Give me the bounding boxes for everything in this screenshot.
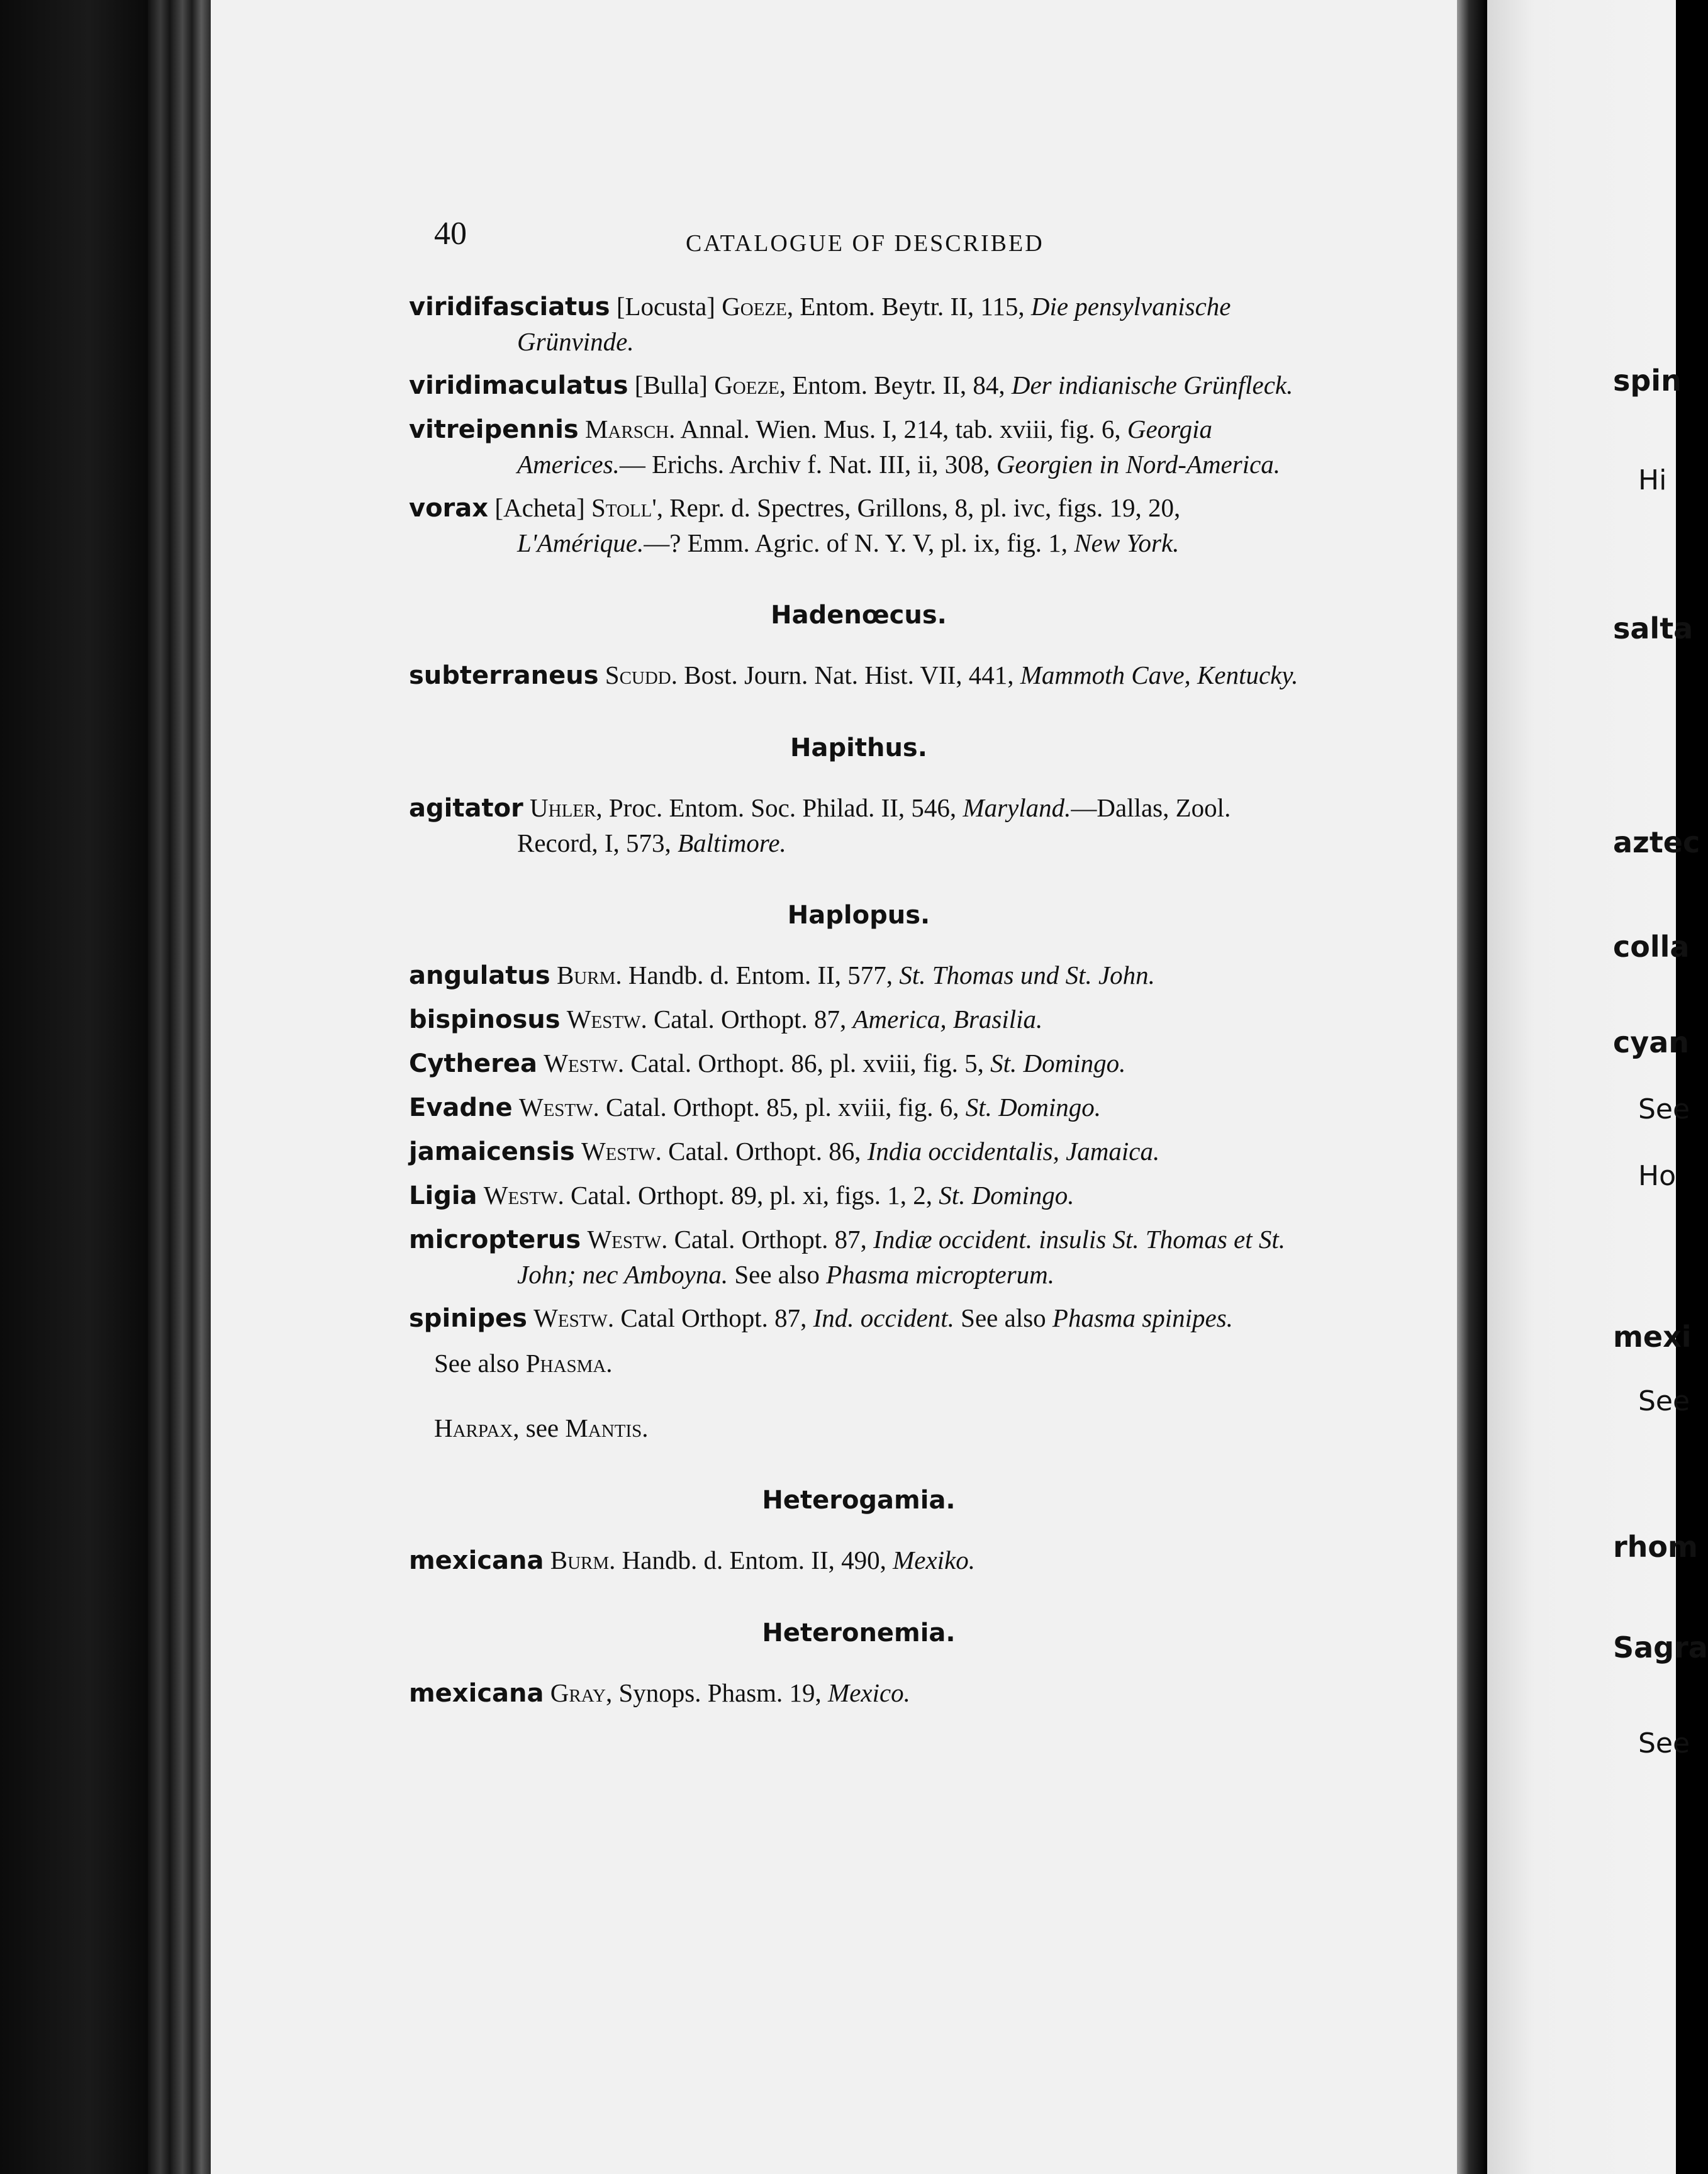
running-head: CATALOGUE OF DESCRIBED [686, 230, 1044, 257]
species-name: Cytherea [409, 1049, 538, 1078]
reference-text: , Entom. Beytr. II, 115, [786, 292, 1031, 321]
author-name: Westw [533, 1303, 608, 1332]
entry-text [544, 1546, 550, 1575]
catalogue-text [409, 289, 1309, 1711]
next-page-fragment: See [1638, 1385, 1690, 1417]
locality-text: Mexico. [828, 1678, 910, 1707]
reference-text: . Handb. d. Entom. II, 577, [615, 961, 900, 989]
catalogue-entry [409, 1178, 1309, 1213]
locality-text: St. Domingo. [990, 1049, 1126, 1078]
catalogue-entry [409, 491, 1309, 560]
author-name: Stoll' [591, 493, 657, 522]
see-also-note: See also Phasma. [434, 1349, 613, 1378]
next-page-fragment: Hi [1638, 464, 1667, 496]
locality-text: Mammoth Cave, Kentucky. [1020, 661, 1298, 689]
page-gutter [1457, 0, 1487, 2174]
author-name: Uhler [530, 793, 596, 822]
catalogue-entry [409, 289, 1309, 359]
catalogue-entry [409, 1046, 1309, 1081]
species-name: angulatus [409, 961, 550, 990]
entry-text [579, 415, 585, 443]
author-name: Burm [550, 1546, 610, 1575]
reference-text: . Catal. Orthopt. 85, pl. xviii, fig. 6, [593, 1093, 966, 1122]
author-name: Gray [550, 1678, 606, 1707]
species-name: subterraneus [409, 661, 599, 690]
next-page-fragment: colla [1613, 930, 1690, 964]
left-binding-edge [0, 0, 148, 2174]
locality-text: Ind. occident. [813, 1303, 954, 1332]
catalogue-entry [409, 368, 1309, 403]
reference-text: — Erichs. Archiv f. Nat. III, ii, 308, [619, 450, 996, 479]
genus-heading: Hadenœcus. [771, 601, 947, 630]
species-name: vitreipennis [409, 415, 579, 444]
author-name: Burm [556, 961, 616, 989]
entry-text [477, 1181, 484, 1210]
adjacent-page [1487, 0, 1708, 2174]
next-page-fragment: salta [1613, 611, 1694, 645]
locality-text: Phasma spinipes. [1052, 1303, 1233, 1332]
author-name: Scudd [605, 661, 671, 689]
catalogue-entry [409, 1090, 1309, 1125]
catalogue-entry [409, 412, 1309, 482]
author-name: Goeze [722, 292, 787, 321]
reference-text: , Synops. Phasm. 19, [605, 1678, 829, 1707]
next-page-fragment: See [1638, 1093, 1690, 1125]
species-name: agitator [409, 794, 523, 823]
locality-text: L'Amérique. [517, 528, 644, 557]
locality-text: Mexiko. [893, 1546, 976, 1575]
catalogue-entry [409, 1222, 1309, 1292]
entry-text [550, 961, 557, 989]
locality-text: St. Thomas und St. John. [899, 961, 1155, 989]
locality-text: Baltimore. [678, 828, 786, 857]
reference-text: , Repr. d. Spectres, Grillons, 8, pl. ivc, figs. 19, 20, [656, 493, 1181, 522]
catalogue-entry [409, 1134, 1309, 1169]
author-name: Westw [566, 1005, 641, 1034]
author-name: Westw [483, 1181, 558, 1210]
species-name: mexicana [409, 1679, 544, 1708]
species-name: Ligia [409, 1181, 477, 1210]
next-page-fragment: aztec [1613, 825, 1700, 859]
next-page-fragment: spin [1613, 364, 1682, 398]
entry-group [409, 958, 1309, 1336]
entry-text [561, 1005, 567, 1034]
catalogue-entry [409, 1676, 1309, 1711]
genus-heading: Heteronemia. [762, 1619, 956, 1647]
book-spine [148, 0, 211, 2174]
reference-text: . Catal. Orthopt. 87, [661, 1225, 874, 1254]
reference-text: —Dallas, Zool. Record, I, 573, [517, 793, 1231, 857]
locality-text: America, Brasilia. [852, 1005, 1043, 1034]
entry-text [581, 1225, 587, 1254]
reference-text: . Catal. Orthopt. 86, [655, 1137, 868, 1166]
author-name: Westw [544, 1049, 618, 1078]
species-name: viridimaculatus [409, 371, 628, 400]
author-name: Westw [518, 1093, 593, 1122]
locality-text: Der indianische Grünfleck. [1011, 371, 1293, 399]
reference-text: . Catal. Orthopt. 89, pl. xi, figs. 1, 2, [557, 1181, 939, 1210]
author-name: Marsch [584, 415, 669, 443]
species-name: viridifasciatus [409, 293, 610, 321]
next-page-fragment: mexi [1613, 1320, 1692, 1354]
catalogue-entry [409, 791, 1309, 861]
entry-text [537, 1049, 544, 1078]
species-name: Evadne [409, 1093, 513, 1122]
entry-text [544, 1678, 550, 1707]
species-name: micropterus [409, 1225, 581, 1254]
locality-text: Georgia Americes. [517, 415, 1212, 479]
author-name: Westw [587, 1225, 662, 1254]
catalogue-entry [409, 1301, 1309, 1336]
reference-text: —? Emm. Agric. of N. Y. V, pl. ix, fig. 1, [644, 528, 1074, 557]
reference-text: , Proc. Entom. Soc. Philad. II, 546, [596, 793, 963, 822]
next-page-fragment: Ho [1638, 1160, 1677, 1192]
entry-group [409, 658, 1309, 693]
cross-reference-note: Harpax, see Mantis. [434, 1413, 649, 1442]
species-name: bispinosus [409, 1005, 561, 1034]
catalogue-entry [409, 658, 1309, 693]
locality-text: Phasma micropterum. [826, 1260, 1055, 1289]
entry-text [513, 1093, 519, 1122]
reference-text: See also [954, 1303, 1052, 1332]
reference-text: . Catal. Orthopt. 87, [640, 1005, 853, 1034]
entry-group [409, 1543, 1309, 1578]
locality-text: Maryland. [963, 793, 1071, 822]
locality-text: India occidentalis, Jamaica. [867, 1137, 1160, 1166]
entry-text [523, 793, 530, 822]
author-name: Westw [581, 1137, 656, 1166]
genus-heading: Heterogamia. [762, 1486, 956, 1515]
catalogue-entry [409, 1002, 1309, 1037]
reference-text: . Catal. Orthopt. 86, pl. xviii, fig. 5, [617, 1049, 991, 1078]
genus-heading: Haplopus. [787, 901, 930, 930]
catalogue-entry [409, 1543, 1309, 1578]
entry-text: [Acheta] [488, 493, 591, 522]
genus-heading: Hapithus. [790, 733, 927, 762]
reference-text: See also [728, 1260, 827, 1289]
entry-group [409, 1676, 1309, 1711]
next-page-fragment: See [1638, 1727, 1690, 1759]
locality-text: Georgien in Nord-America. [996, 450, 1281, 479]
reference-text: . Annal. Wien. Mus. I, 214, tab. xviii, fig. 6, [669, 415, 1127, 443]
entry-text [599, 661, 605, 689]
species-name: spinipes [409, 1304, 527, 1333]
entry-text: [Locusta] [610, 292, 722, 321]
locality-text: St. Domingo. [965, 1093, 1101, 1122]
species-name: vorax [409, 494, 489, 523]
next-page-fragment: cyan [1613, 1025, 1690, 1059]
next-page-fragment: Sagra [1613, 1630, 1708, 1664]
reference-text: . Bost. Journ. Nat. Hist. VII, 441, [671, 661, 1020, 689]
reference-text: . Catal Orthopt. 87, [607, 1303, 813, 1332]
locality-text: Die pensylvanische Grünvinde. [517, 292, 1231, 356]
entry-text: [Bulla] [628, 371, 715, 399]
entry-group [409, 289, 1309, 560]
reference-text: , Entom. Beytr. II, 84, [779, 371, 1012, 399]
page-number: 40 [434, 216, 467, 252]
locality-text: New York. [1074, 528, 1180, 557]
locality-text: St. Domingo. [939, 1181, 1074, 1210]
catalogue-entry [409, 958, 1309, 993]
next-page-fragment: rhom [1613, 1530, 1698, 1564]
entry-text [575, 1137, 581, 1166]
reference-text: . Handb. d. Entom. II, 490, [609, 1546, 893, 1575]
species-name: jamaicensis [409, 1137, 575, 1166]
locality-text: Indiæ occident. insulis St. Thomas et St. John; nec Amboyna. [517, 1225, 1286, 1289]
entry-group [409, 791, 1309, 861]
author-name: Goeze [714, 371, 779, 399]
species-name: mexicana [409, 1546, 544, 1575]
entry-text [527, 1303, 533, 1332]
